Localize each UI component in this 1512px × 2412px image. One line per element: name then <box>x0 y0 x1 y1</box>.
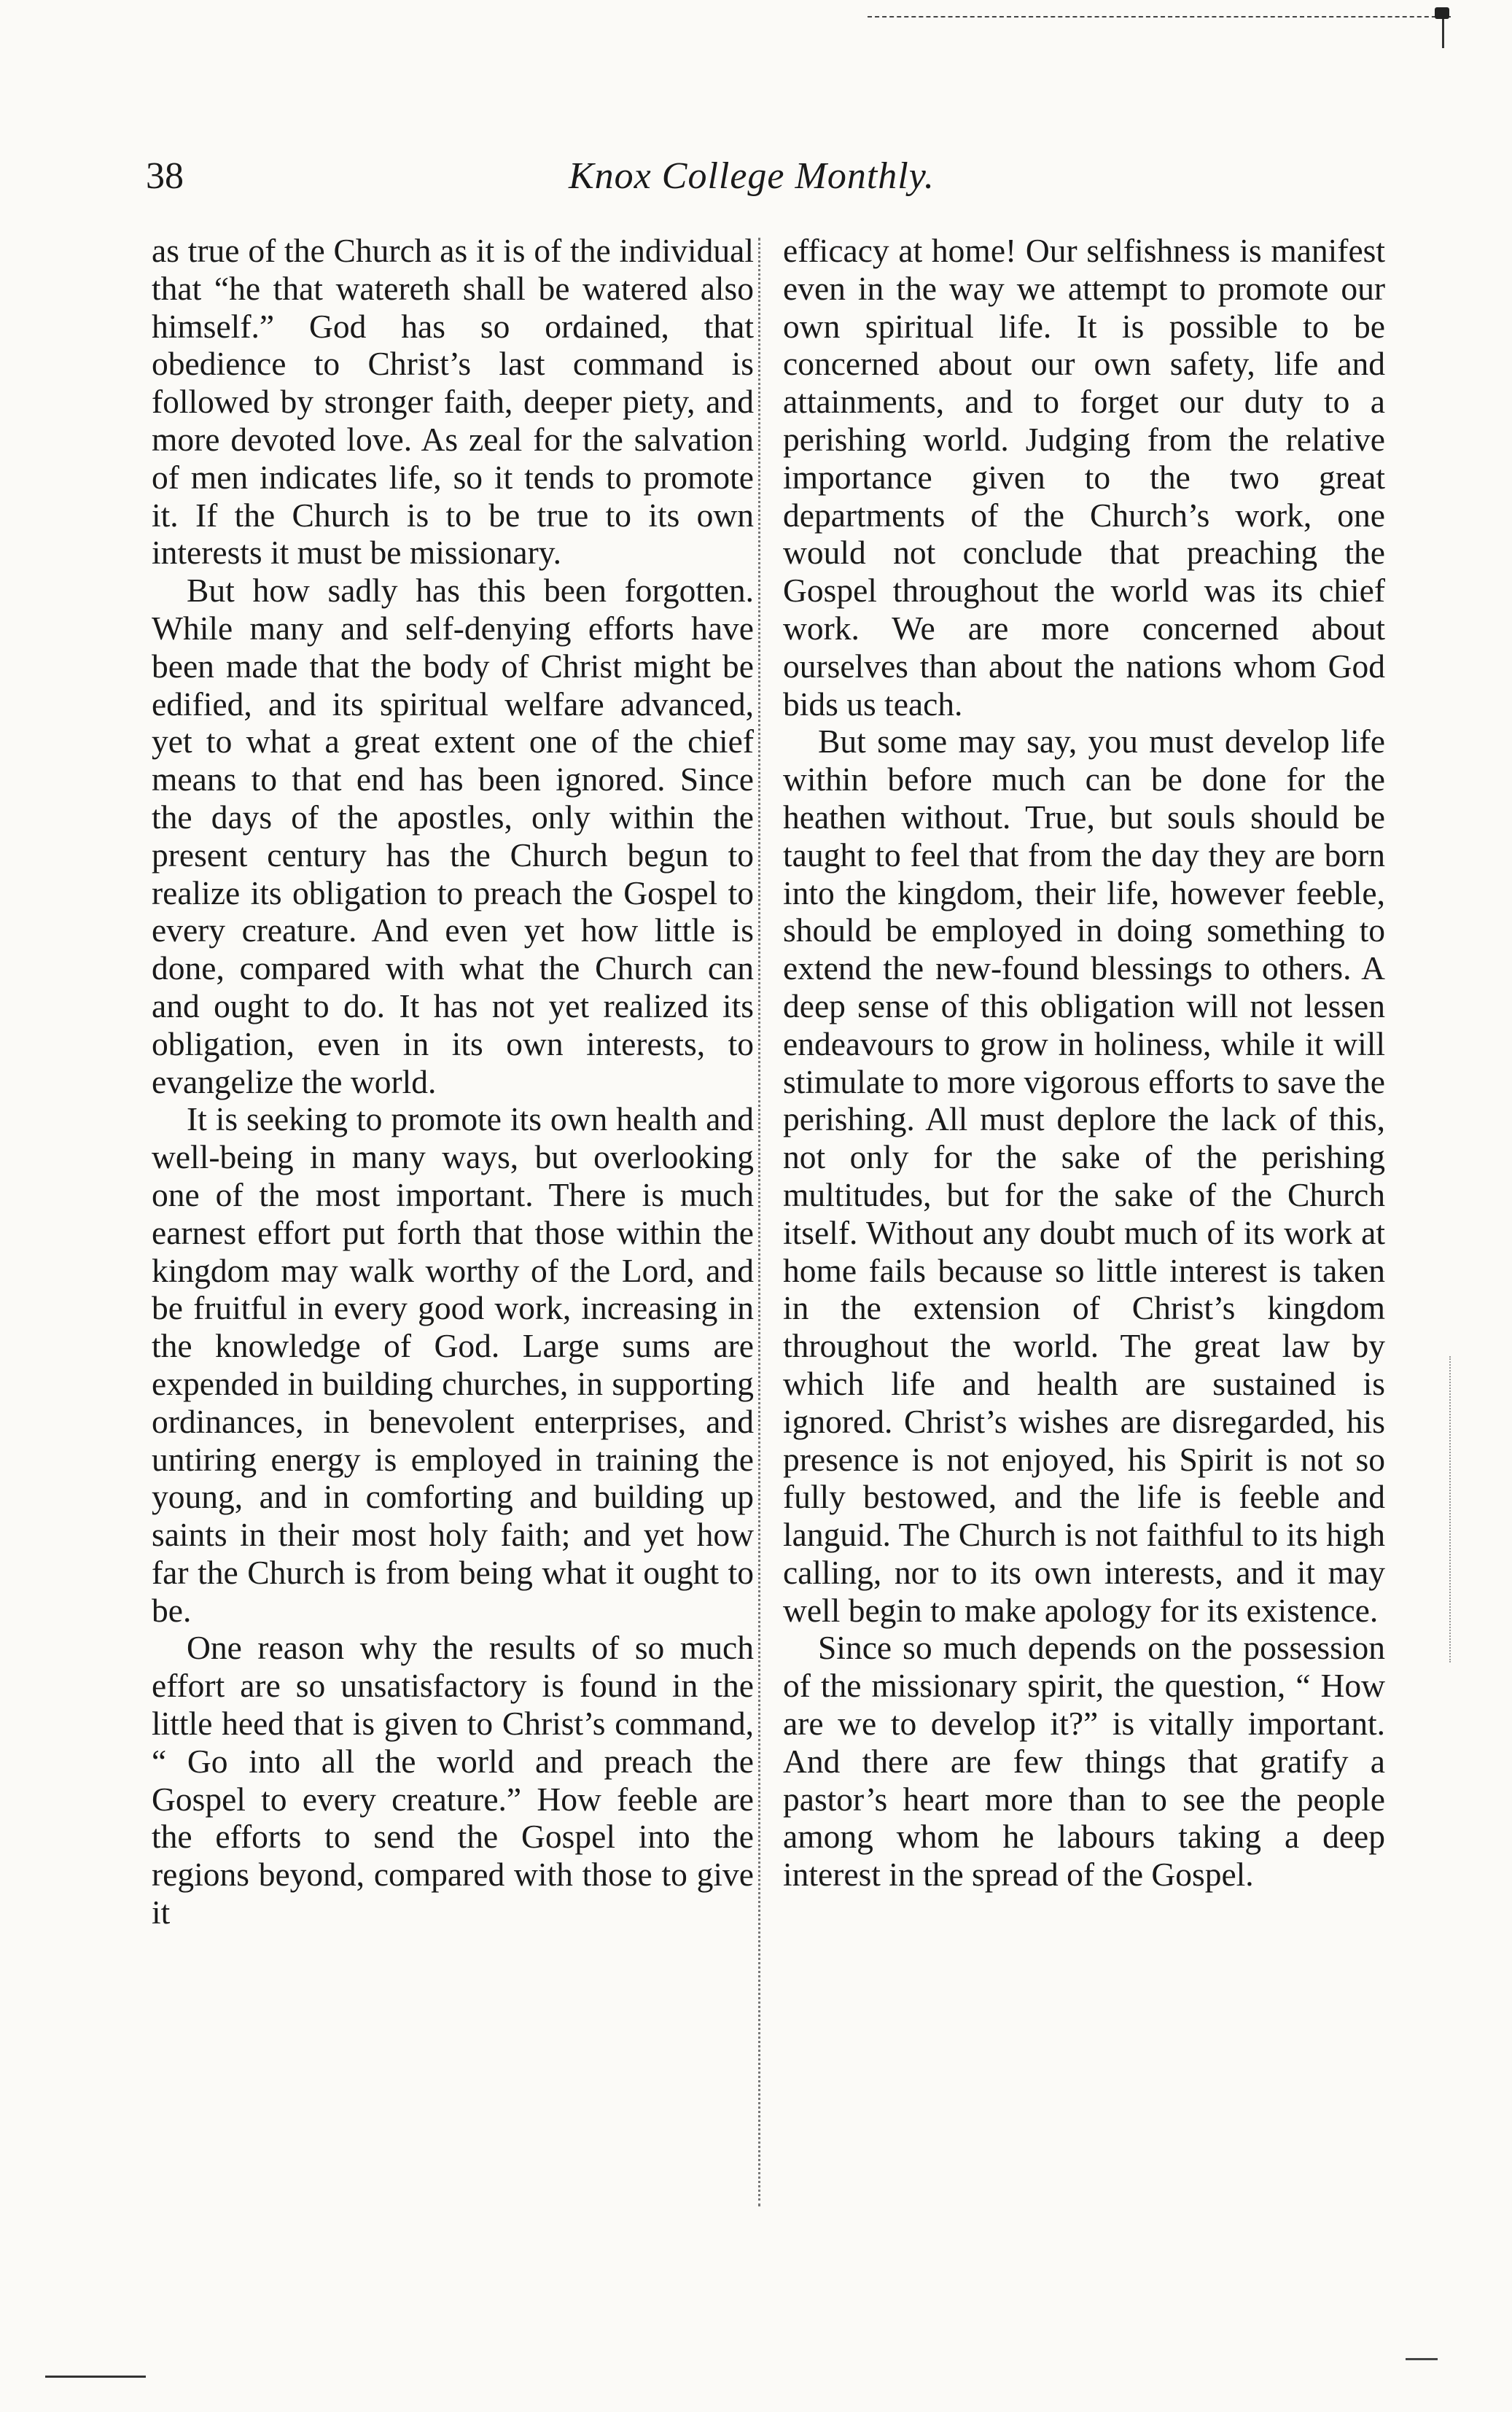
right-paragraph-2: But some may say, you must develop life within before much can be done for the heathen without. True, but souls should be taught to feel that from the day they are born into the kingdom, their life, however feeble, should be employed in doing something to extend the new-found blessings to others. A deep sense of this obligation will not lessen endeavours to grow in holiness, while it will stimulate to more vigorous efforts to save the perishing. All must deplore the lack of this, not only for the sake of the perishing multitudes, but for the sake of the Church itself. Without any doubt much of its work at home fails because so little interest is taken in the extension of Christ’s kingdom throughout the world. The great law by which life and health are sustained is ignored. Christ’s wishes are disregarded, his presence is not enjoyed, his Spirit is not so fully bestowed, and the life is feeble and languid. The Church is not faithful to its high calling, nor to its own interests, and it may well begin to make apology for its existence. <box>783 723 1385 1629</box>
top-edge-rule <box>868 16 1451 17</box>
bottom-edge-rule <box>45 2376 146 2378</box>
top-edge-knob-mark <box>1435 7 1449 19</box>
page-number: 38 <box>146 155 184 197</box>
corner-scan-mark <box>1406 2329 1438 2360</box>
top-edge-corner-mark <box>1442 16 1444 48</box>
left-paragraph-3: It is seeking to promote its own health and well-being in many ways, but overlooking one of the most important. There is much earnest effort put forth that those within the kingdom may walk worthy of the Lord, and be fruitful in every good work, increasing in the knowledge of God. Large sums are expended in building churches, in supporting ordinances, in benevolent enterprises, and untiring energy is employed in training the young, and in comforting and building up saints in their most holy faith; and yet how far the Church is from being what it ought to be. <box>152 1100 754 1629</box>
running-title: Knox College Monthly. <box>569 155 935 197</box>
left-paragraph-2: But how sadly has this been forgotten. While many and self-denying efforts have been made that the body of Christ might be edified, and its spiritual welfare advanced, yet to what a great extent one of the chief means to that end has been ignored. Since the days of the apostles, only within the present century has the Church begun to realize its obligation to preach the Gospel to every creature. And even yet how little is done, compared with what the Church can and ought to do. It has not yet realized its obligation, even in its own interests, to evangelize the world. <box>152 572 754 1100</box>
right-paragraph-3: Since so much depends on the possession of the missionary spirit, the question, “ How are we to develop it?” is vitally important. And there are few things that gratify a pastor’s heart more than to see the people among whom he labours taking a deep interest in the spread of the Gospel. <box>783 1629 1385 1894</box>
left-paragraph-1: as true of the Church as it is of the individual that “he that watereth shall be watered also himself.” God has so ordained, that obedience to Christ’s last command is followed by stronger faith, deeper piety, and more devoted love. As zeal for the salvation of men indicates life, so it tends to promote it. If the Church is to be true to its own interests it must be missionary. <box>152 232 754 572</box>
page-header <box>146 146 977 207</box>
left-column <box>152 232 754 1931</box>
left-paragraph-4: One reason why the results of so much effort are so unsatisfactory is found in the little heed that is given to Christ’s command, “ Go into all the world and preach the Gospel to every creature.” How feeble are the efforts to send the Gospel into the regions beyond, compared with those to give it <box>152 1629 754 1931</box>
column-divider <box>758 238 760 2206</box>
margin-specks <box>1449 1356 1460 1662</box>
right-column <box>783 232 1385 1894</box>
right-paragraph-1: efficacy at home! Our selfishness is manifest even in the way we attempt to promote our own spiritual life. It is possible to be concerned about our own safety, life and attainments, and to forget our duty to a perishing world. Judging from the relative importance given to the two great departments of the Church’s work, one would not conclude that preaching the Gospel throughout the world was its chief work. We are more concerned about ourselves than about the nations whom God bids us teach. <box>783 232 1385 723</box>
